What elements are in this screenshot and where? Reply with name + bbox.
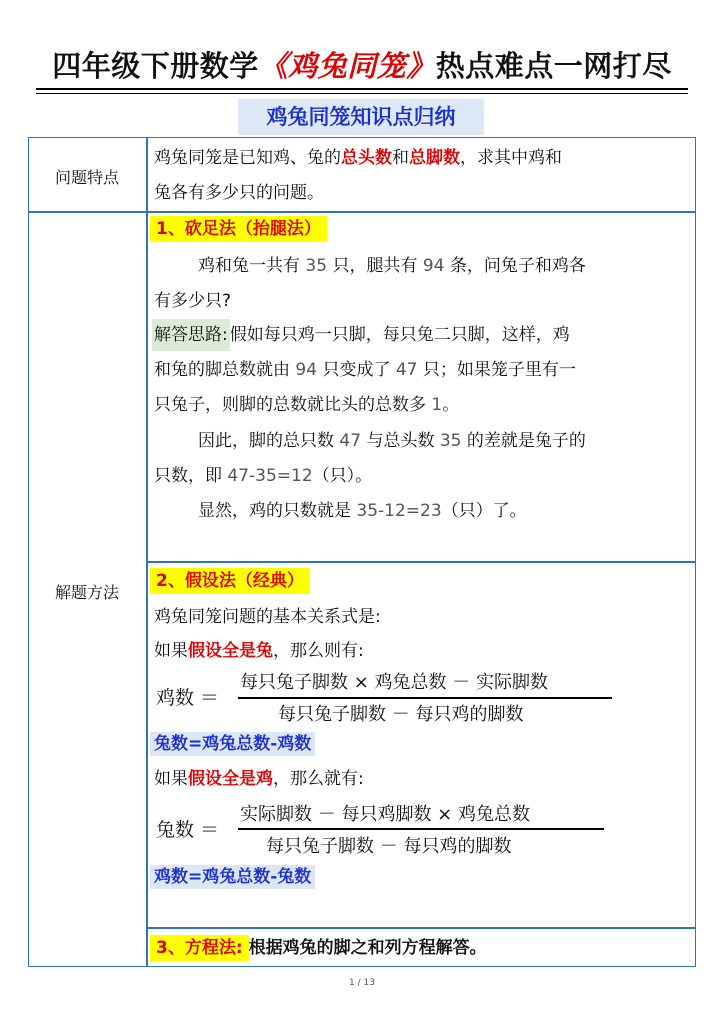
title-highlight: 《鸡兔同笼》	[258, 49, 436, 83]
formula1-numerator: 每只兔子脚数 × 鸡兔总数 － 实际脚数	[240, 672, 548, 693]
formula1-denominator: 每只兔子脚数 － 每只鸡的脚数	[278, 704, 524, 725]
method2-line2: 如果假设全是兔，那么则有:	[154, 641, 364, 661]
method1-para3: 只数，即 47-35=12（只）。	[154, 466, 373, 486]
title-rule-thick	[36, 88, 688, 90]
features-line-1: 鸡兔同笼是已知鸡、兔的总头数和总脚数，求其中鸡和	[154, 148, 562, 168]
title-rule-thin	[36, 93, 688, 94]
assume-all-chickens: 假设全是鸡	[188, 769, 273, 789]
method1-para4: 显然，鸡的只数就是 35-12=23（只）了。	[198, 501, 527, 521]
page-title	[0, 48, 724, 84]
formula2-numerator: 实际脚数 － 每只鸡脚数 × 鸡兔总数	[240, 804, 530, 825]
row-divider	[28, 211, 696, 213]
formula2-fraction-bar	[238, 828, 604, 830]
method3-heading: 3、方程法:	[150, 935, 249, 961]
method1-idea-line1: 解答思路: 假如每只鸡一只脚，每只兔二只脚，这样，鸡	[152, 324, 570, 346]
method2-result1: 兔数=鸡兔总数-鸡数	[150, 733, 315, 755]
formula1-fraction-bar	[238, 697, 612, 699]
method-divider-1	[146, 561, 696, 563]
method1-idea-line3: 只兔子，则脚的总数就比头的总数多 1。	[154, 395, 460, 415]
method1-para2: 因此，脚的总只数 47 与总头数 35 的差就是兔子的	[198, 431, 586, 451]
method2-line1: 鸡兔同笼问题的基本关系式是:	[154, 607, 381, 627]
method2-heading: 2、假设法（经典）	[150, 570, 310, 592]
title-part1: 四年级下册数学	[52, 49, 259, 83]
method1-heading: 1、砍足法（抬腿法）	[150, 218, 327, 240]
formula1-lhs: 鸡数 ＝	[156, 687, 220, 709]
section-subtitle: 鸡兔同笼知识点归纳	[238, 99, 484, 135]
keyword-total-heads: 总头数	[341, 148, 392, 168]
features-line-2: 兔各有多少只的问题。	[154, 183, 324, 203]
idea-label: 解答思路:	[152, 319, 230, 351]
method2-result2: 鸡数=鸡兔总数-兔数	[150, 866, 315, 888]
keyword-total-feet: 总脚数	[409, 148, 460, 168]
formula2-denominator: 每只兔子脚数 － 每只鸡的脚数	[266, 836, 512, 857]
method1-question-line2: 有多少只?	[154, 291, 232, 311]
formula2-lhs: 兔数 ＝	[156, 819, 220, 841]
page-number: 1 / 13	[349, 978, 375, 988]
method2-line3: 如果假设全是鸡，那么就有:	[154, 769, 364, 789]
method-divider-2	[146, 927, 696, 929]
row-label-features: 问题特点	[54, 168, 119, 187]
method1-question-line1: 鸡和兔一共有 35 只，腿共有 94 条，问兔子和鸡各	[198, 256, 586, 276]
row-label-methods: 解题方法	[54, 583, 119, 602]
method1-idea-line2: 和兔的脚总数就由 94 只变成了 47 只；如果笼子里有一	[154, 360, 576, 380]
method3-line	[150, 937, 487, 959]
title-part3: 热点难点一网打尽	[435, 49, 672, 83]
assume-all-rabbits: 假设全是兔	[188, 641, 273, 661]
method3-text: 根据鸡兔的脚之和列方程解答。	[248, 938, 487, 958]
table-column-divider	[146, 137, 148, 967]
